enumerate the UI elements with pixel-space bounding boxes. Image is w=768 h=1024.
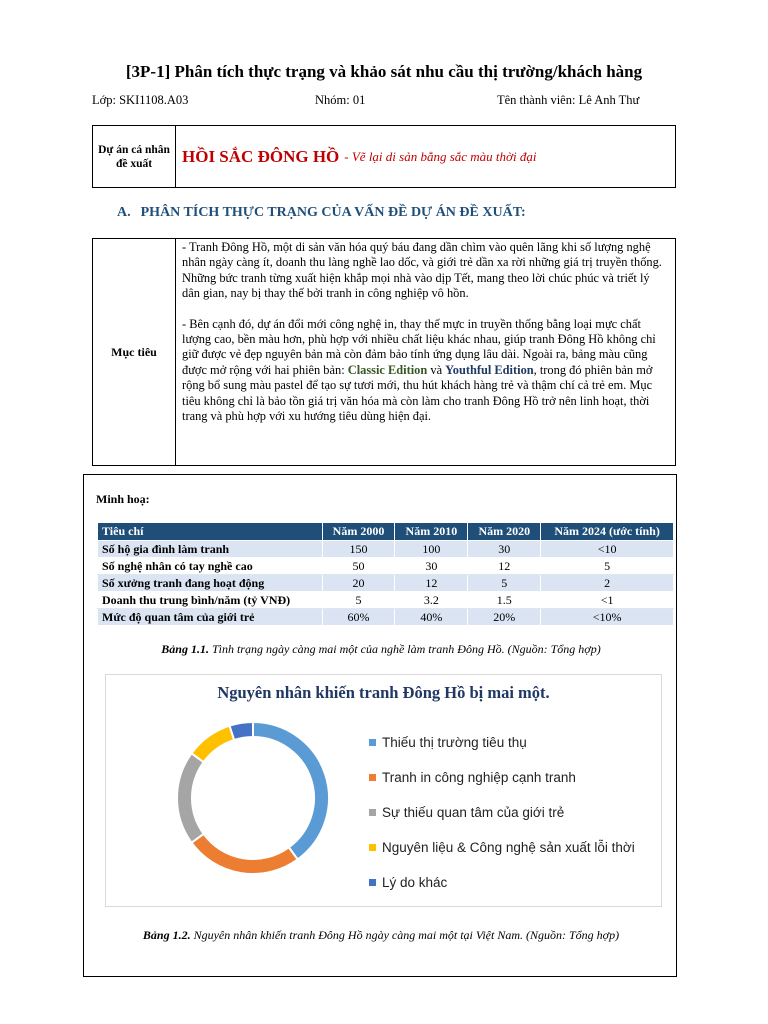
table-cell: 150: [322, 541, 395, 558]
chart-caption-text: Nguyên nhân khiến tranh Đông Hồ ngày càng mai một tại Việt Nam. (Nguồn: Tổng hợp): [190, 928, 620, 942]
class-label: Lớp: SKI1108.A03: [92, 93, 189, 107]
group-label: Nhóm: 01: [315, 93, 366, 107]
table-header-cell: Tiêu chí: [98, 523, 323, 541]
table-cell: Số hộ gia đình làm tranh: [98, 541, 323, 558]
goal-paragraph-1: - Tranh Đông Hồ, một di sản văn hóa quý báu đang dần chìm vào quên lãng khi số lượng nghệ nhân ngày càng ít, doanh thu làng nghề lao dốc, và giới trẻ dần xa rời những giá trị truyền thống. Những bức tranh từng xuất hiện khắp mọi nhà vào dịp Tết, mang theo lời chúc phúc và triết lý dân gian, nay bị thay thế bởi tranh in công nghiệp vô hồn.: [182, 240, 662, 301]
goal-conjunction: và: [427, 362, 446, 377]
table-caption-label: Bảng 1.1.: [161, 642, 209, 656]
doughnut-slice: [253, 722, 329, 859]
legend-label: Tranh in công nghiệp cạnh tranh: [382, 770, 576, 785]
chart-caption: [84, 928, 678, 943]
table-cell: 100: [395, 541, 468, 558]
doughnut-chart: [105, 674, 662, 907]
illustration-box: [83, 474, 677, 977]
project-name: HỒI SẮC ĐÔNG HỒ: [182, 146, 340, 166]
goal-label: Mục tiêu: [93, 239, 176, 465]
table-header-cell: Năm 2000: [322, 523, 395, 541]
illustration-label: Minh hoạ:: [96, 492, 150, 506]
legend-label: Nguyên liệu & Công nghệ sản xuất lỗi thời: [382, 840, 635, 855]
goal-paragraph-2-part-b: , trong đó phiên bản mở rộng bổ sung màu pastel để tạo sự tươi mới, thu hút khách hàng trẻ và thậm chí cả trẻ em. Mục tiêu không chỉ là bảo tồn giá trị văn hóa mà còn làm cho tranh Đông Hồ trở nên linh hoạt, thời trang và phù hợp với xu hướng tiêu dùng hiện đại.: [182, 362, 653, 424]
legend-item: [369, 795, 635, 830]
legend-item: [369, 830, 635, 865]
legend-label: Lý do khác: [382, 875, 448, 890]
legend-label: Sự thiếu quan tâm của giới trẻ: [382, 805, 565, 820]
table-cell: 12: [395, 575, 468, 592]
table-cell: Doanh thu trung bình/năm (tỷ VNĐ): [98, 592, 323, 609]
table-header-row: [98, 523, 674, 541]
table-header-cell: Năm 2020: [468, 523, 541, 541]
table-cell: 20%: [468, 609, 541, 626]
section-a-title: PHÂN TÍCH THỰC TRẠNG CỦA VẤN ĐỀ DỰ ÁN ĐỀ XUẤT:: [140, 205, 526, 220]
table-cell: 1.5: [468, 592, 541, 609]
legend-swatch: [369, 774, 376, 781]
legend-swatch: [369, 879, 376, 886]
legend-label: Thiếu thị trường tiêu thụ: [382, 735, 527, 750]
table-caption: [84, 642, 678, 657]
classic-edition: Classic Edition: [347, 362, 428, 377]
table-row: [98, 575, 674, 592]
doughnut-slice: [192, 834, 298, 874]
legend-swatch: [369, 739, 376, 746]
decline-table: [97, 522, 674, 626]
doughnut-slice: [192, 726, 235, 762]
page-title: [3P-1] Phân tích thực trạng và khảo sát nhu cầu thị trường/khách hàng: [125, 62, 643, 81]
table-cell: 20: [322, 575, 395, 592]
member-label: Tên thành viên: Lê Anh Thư: [497, 93, 640, 107]
table-cell: 30: [395, 558, 468, 575]
table-cell: 2: [541, 575, 674, 592]
section-a-heading: [117, 205, 526, 221]
table-cell: <10%: [541, 609, 674, 626]
chart-legend: [369, 725, 635, 900]
table-cell: 50: [322, 558, 395, 575]
doughnut-slice: [230, 722, 253, 740]
table-cell: 5: [541, 558, 674, 575]
section-a-number: A.: [117, 205, 131, 220]
table-cell: <10: [541, 541, 674, 558]
table-cell: 30: [468, 541, 541, 558]
doughnut-slice: [177, 753, 204, 842]
project-label: Dự án cá nhân đề xuất: [93, 126, 176, 187]
legend-item: [369, 725, 635, 760]
table-row: [98, 609, 674, 626]
goal-box: [92, 238, 676, 466]
project-slogan: - Vẽ lại di sản bằng sắc màu thời đại: [344, 148, 537, 164]
table-row: [98, 541, 674, 558]
legend-swatch: [369, 809, 376, 816]
table-row: [98, 592, 674, 609]
table-cell: 5: [322, 592, 395, 609]
table-cell: Số xưởng tranh đang hoạt động: [98, 575, 323, 592]
project-box: [92, 125, 676, 188]
youthful-edition: Youthful Edition: [445, 362, 534, 377]
project-value: [176, 126, 675, 187]
table-cell: 12: [468, 558, 541, 575]
goal-text: [176, 239, 675, 465]
table-cell: 3.2: [395, 592, 468, 609]
chart-caption-label: Bảng 1.2.: [142, 928, 191, 942]
table-header-cell: Năm 2010: [395, 523, 468, 541]
table-caption-text: Tình trạng ngày càng mai một của nghề làm tranh Đông Hồ. (Nguồn: Tổng hợp): [208, 642, 601, 656]
table-cell: 5: [468, 575, 541, 592]
table-cell: Số nghệ nhân có tay nghề cao: [98, 558, 323, 575]
table-header-cell: Năm 2024 (ước tính): [541, 523, 674, 541]
doughnut-svg: [163, 708, 343, 888]
table-cell: 60%: [322, 609, 395, 626]
legend-item: [369, 760, 635, 795]
legend-item: [369, 865, 635, 900]
chart-title: Nguyên nhân khiến tranh Đông Hồ bị mai một.: [217, 683, 550, 702]
table-cell: <1: [541, 592, 674, 609]
table-cell: 40%: [395, 609, 468, 626]
goal-paragraph-2-part-a: - Bên cạnh đó, dự án đổi mới công nghệ in, thay thế mực in truyền thống bằng loại mực chất lượng cao, bền màu hơn, phù hợp với nhiều chất liệu khác nhau, giúp tranh Đông Hồ không chỉ giữ được vẻ đẹp nguyên bản mà còn đảm bảo tính ứng dụng lâu dài. Ngoài ra, bảng màu cũng được mở rộng với hai phiên bản:: [182, 316, 656, 377]
goal-paragraph-2: [182, 317, 669, 425]
table-row: [98, 558, 674, 575]
table-cell: Mức độ quan tâm của giới trẻ: [98, 609, 323, 626]
legend-swatch: [369, 844, 376, 851]
